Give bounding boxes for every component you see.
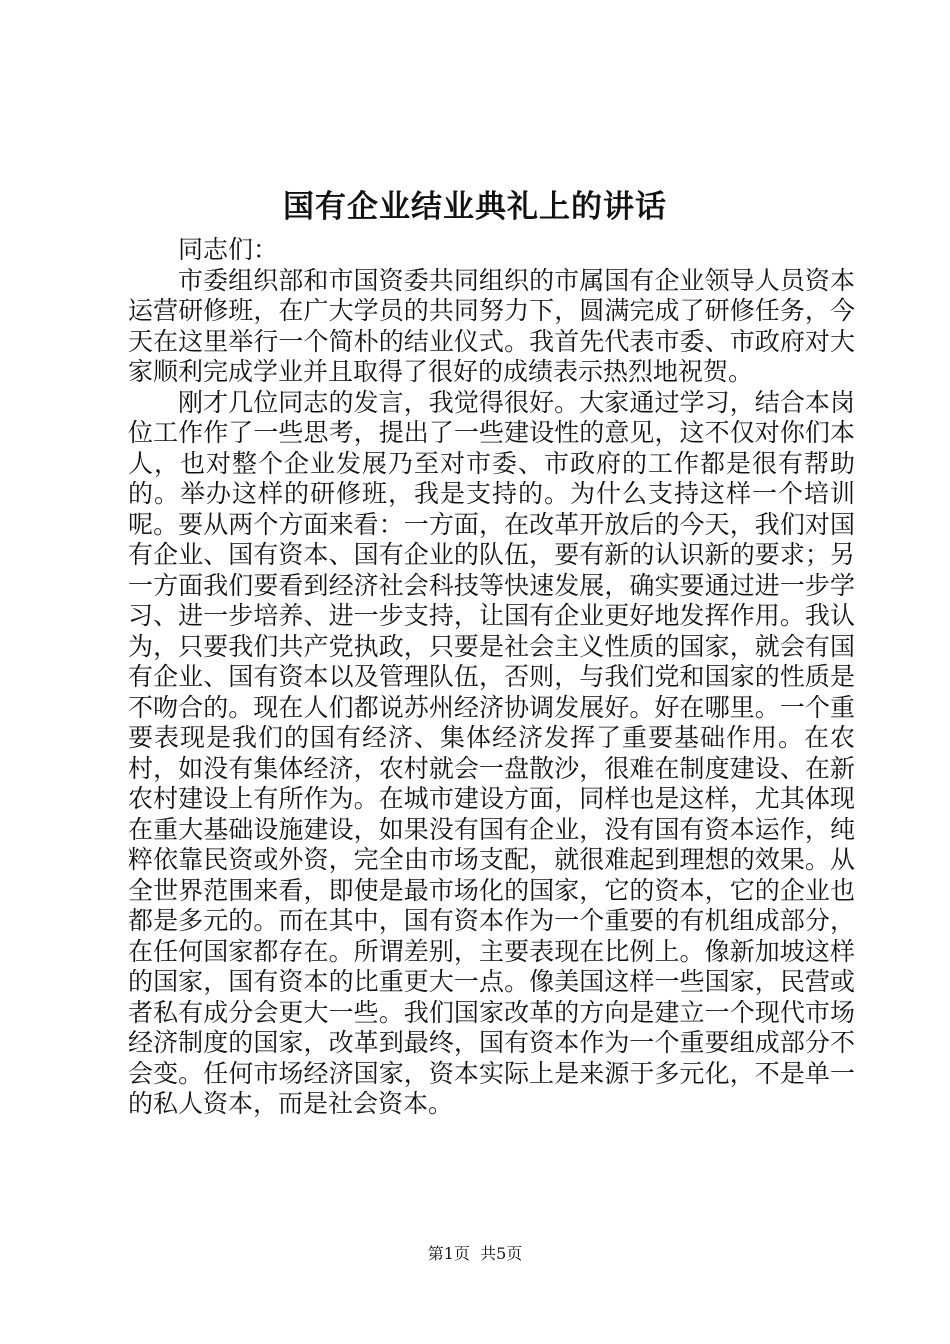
paragraph-1: 市委组织部和市国资委共同组织的市属国有企业领导人员资本运营研修班，在广大学员的共同努力下，圆满完成了研修任务，今天在这里举行一个简朴的结业仪式。我首先代表市委、市政府对大家顺利完成学业并且取得了很好的成绩表示热烈地祝贺。	[128, 265, 855, 386]
salutation: 同志们：	[178, 235, 279, 264]
document-title: 国有企业结业典礼上的讲话	[283, 189, 667, 225]
document-body	[128, 235, 855, 1120]
page-number: 第1页 共5页	[427, 1244, 523, 1263]
paragraph-2: 刚才几位同志的发言，我觉得很好。大家通过学习，结合本岗位工作作了一些思考，提出了一些建设性的意见，这不仅对你们本人，也对整个企业发展乃至对市委、市政府的工作都是很有帮助的。举办这样的研修班，我是支持的。为什么支持这样一个培训呢。要从两个方面来看：一方面，在改革开放后的今天，我们对国有企业、国有资本、国有企业的队伍，要有新的认识新的要求；另一方面我们要看到经济社会科技等快速发展，确实要通过进一步学习、进一步培养、进一步支持，让国有企业更好地发挥作用。我认为，只要我们共产党执政，只要是社会主义性质的国家，就会有国有企业、国有资本以及管理队伍，否则，与我们党和国家的性质是不吻合的。现在人们都说苏州经济协调发展好。好在哪里。一个重要表现是我们的国有经济、集体经济发挥了重要基础作用。在农村，如没有集体经济，农村就会一盘散沙，很难在制度建设、在新农村建设上有所作为。在城市建设方面，同样也是这样，尤其体现在重大基础设施建设，如果没有国有企业，没有国有资本运作，纯粹依靠民资或外资，完全由市场支配，就很难起到理想的效果。从全世界范围来看，即使是最市场化的国家，它的资本，它的企业也都是多元的。而在其中，国有资本作为一个重要的有机组成部分，在任何国家都存在。所谓差别，主要表现在比例上。像新加坡这样的国家，国有资本的比重更大一点。像美国这样一些国家，民营或者私有成分会更大一些。我们国家改革的方向是建立一个现代市场经济制度的国家，改革到最终，国有资本作为一个重要组成部分不会变。任何市场经济国家，资本实际上是来源于多元化，不是单一的私人资本，而是社会资本。	[128, 387, 855, 1118]
page-footer	[0, 1243, 950, 1265]
